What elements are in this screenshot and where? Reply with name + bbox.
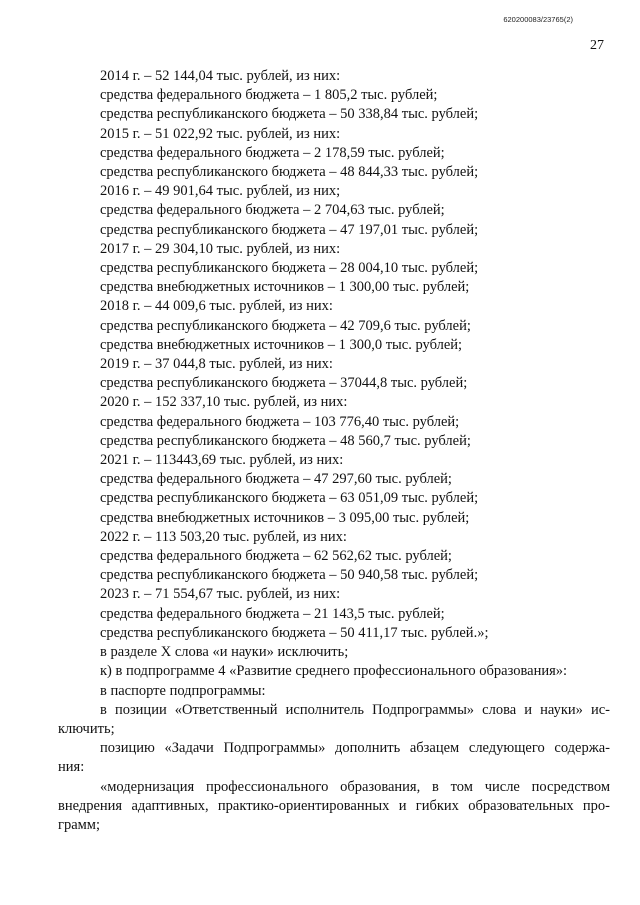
text-line: средства республиканского бюджета – 63 051,09 тыс. рублей; (100, 490, 479, 507)
text-line: средства республиканского бюджета – 50 338,84 тыс. рублей; (100, 106, 479, 123)
text-line: ключить; (58, 720, 115, 737)
text-line: 2018 г. – 44 009,6 тыс. рублей, из них: (100, 298, 333, 315)
text-line: средства федерального бюджета – 103 776,40 тыс. рублей; (100, 413, 460, 430)
text-line: «модернизация профессионального образования, в том числе посредством (100, 778, 610, 795)
text-line: средства федерального бюджета – 62 562,62 тыс. рублей; (100, 548, 452, 565)
document-body (58, 67, 610, 835)
text-line: средства внебюджетных источников – 3 095,00 тыс. рублей; (100, 509, 470, 526)
text-line: 2015 г. – 51 022,92 тыс. рублей, из них: (100, 125, 341, 142)
text-line: средства республиканского бюджета – 50 411,17 тыс. рублей.»; (100, 624, 489, 641)
page-number: 27 (590, 38, 604, 53)
text-line: средства республиканского бюджета – 47 197,01 тыс. рублей; (100, 221, 479, 238)
text-line: 2022 г. – 113 503,20 тыс. рублей, из них: (100, 528, 347, 545)
text-line: средства республиканского бюджета – 42 709,6 тыс. рублей; (100, 317, 471, 334)
text-line: 2017 г. – 29 304,10 тыс. рублей, из них: (100, 240, 341, 257)
text-line: ния: (58, 759, 85, 776)
text-line: в позиции «Ответственный исполнитель Подпрограммы» слова и науки» ис- (100, 701, 610, 718)
text-line: к) в подпрограмме 4 «Развитие среднего профессионального образования»: (100, 663, 568, 680)
text-line: средства федерального бюджета – 2 704,63 тыс. рублей; (100, 202, 445, 219)
text-line: средства федерального бюджета – 21 143,5 тыс. рублей; (100, 605, 445, 622)
text-line: 2020 г. – 152 337,10 тыс. рублей, из них: (100, 394, 348, 411)
text-line: средства федерального бюджета – 1 805,2 тыс. рублей; (100, 87, 438, 104)
text-line: 2023 г. – 71 554,67 тыс. рублей, из них: (100, 586, 341, 603)
document-id: 620200083/23765(2) (503, 15, 573, 24)
text-line: средства внебюджетных источников – 1 300,00 тыс. рублей; (100, 279, 470, 296)
text-line: 2019 г. – 37 044,8 тыс. рублей, из них: (100, 356, 333, 373)
text-line: средства республиканского бюджета – 37044,8 тыс. рублей; (100, 375, 468, 392)
text-line: внедрения адаптивных, практико-ориентированных и гибких образовательных про- (58, 797, 610, 814)
text-line: средства республиканского бюджета – 50 940,58 тыс. рублей; (100, 567, 479, 584)
text-line: 2014 г. – 52 144,04 тыс. рублей, из них: (100, 68, 341, 84)
text-line: в разделе X слова «и науки» исключить; (100, 644, 349, 661)
text-line: грамм; (58, 816, 101, 833)
text-line: средства республиканского бюджета – 48 560,7 тыс. рублей; (100, 432, 471, 449)
text-line: средства федерального бюджета – 2 178,59 тыс. рублей; (100, 144, 445, 161)
text-line: средства внебюджетных источников – 1 300,0 тыс. рублей; (100, 336, 463, 353)
text-line: позицию «Задачи Подпрограммы» дополнить абзацем следующего содержа- (100, 740, 610, 757)
text-line: 2016 г. – 49 901,64 тыс. рублей, из них; (100, 183, 341, 200)
text-line: средства республиканского бюджета – 28 004,10 тыс. рублей; (100, 260, 479, 277)
text-line: средства республиканского бюджета – 48 844,33 тыс. рублей; (100, 164, 479, 181)
text-line: 2021 г. – 113443,69 тыс. рублей, из них: (100, 452, 344, 469)
text-line: в паспорте подпрограммы: (100, 682, 266, 699)
text-line: средства федерального бюджета – 47 297,60 тыс. рублей; (100, 471, 452, 488)
